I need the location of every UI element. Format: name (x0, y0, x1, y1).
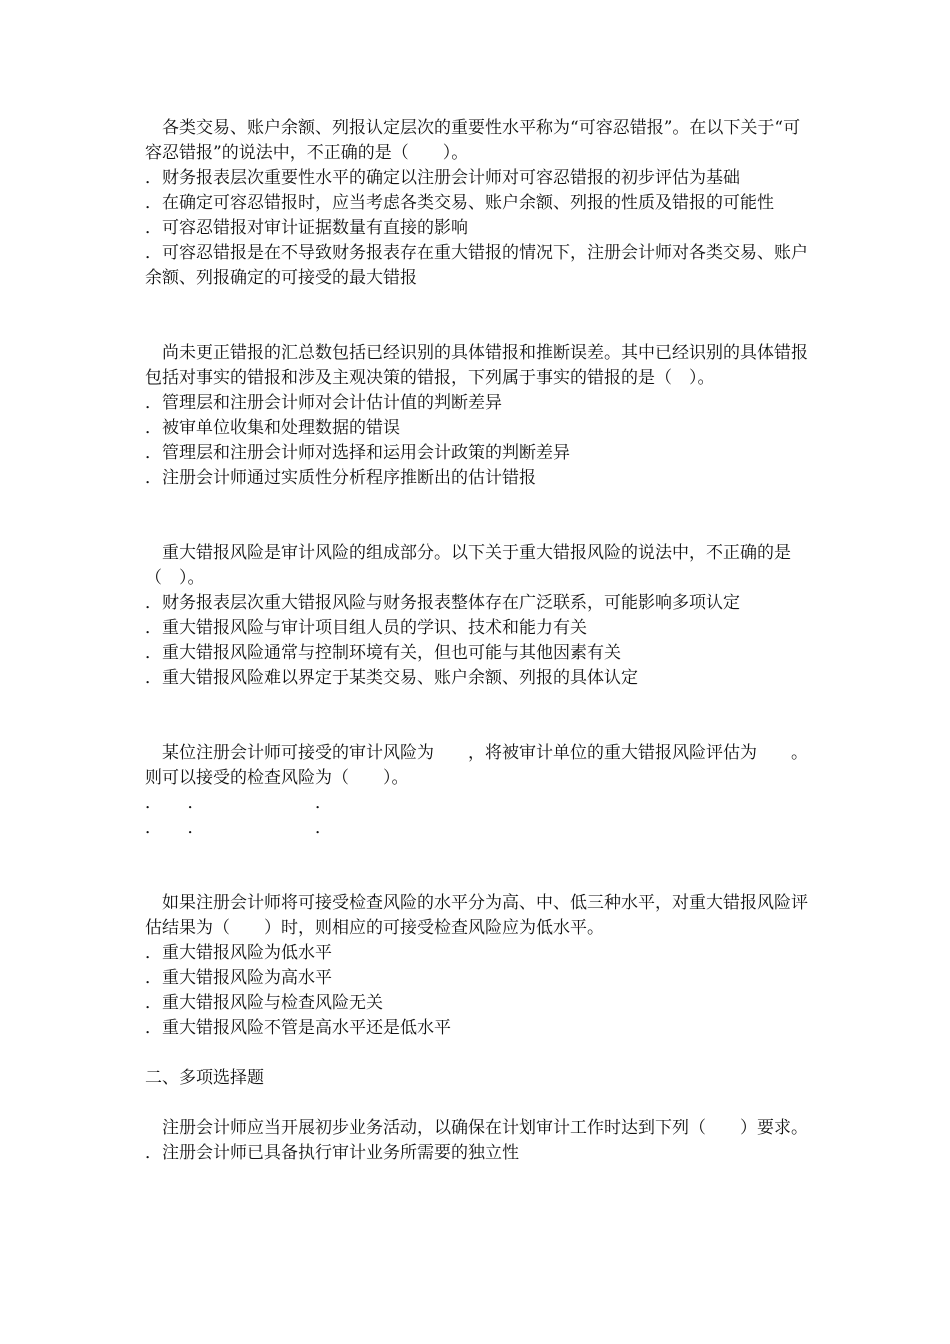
option-c: ．重大错报风险与检查风险无关 (145, 993, 383, 1013)
section-heading: 二、多项选择题 (145, 1068, 264, 1088)
question-5 (145, 891, 810, 1041)
spacer (145, 691, 810, 716)
multi-question-1 (145, 1116, 810, 1166)
spacer (145, 866, 810, 891)
question-stem: 重大错报风险是审计风险的组成部分。以下关于重大错报风险的说法中，不正确的是（ ）。 (145, 543, 791, 588)
option-b: ．在确定可容忍错报时，应当考虑各类交易、账户余额、列报的性质及错报的可能性 (145, 193, 774, 213)
option-a: ．注册会计师已具备执行审计业务所需要的独立性 (145, 1143, 519, 1163)
option-row: ． ． ． (145, 818, 332, 838)
spacer (145, 841, 810, 866)
option-b: ．重大错报风险为高水平 (145, 968, 332, 988)
question-1 (145, 116, 810, 291)
question-stem: 各类交易、账户余额、列报认定层次的重要性水平称为“可容忍错报”。在以下关于“可容忍错报”的说法中，不正确的是（ ）。 (145, 118, 801, 163)
option-a: ．管理层和注册会计师对会计估计值的判断差异 (145, 393, 502, 413)
document-body (145, 116, 810, 1166)
spacer (145, 491, 810, 516)
spacer (145, 516, 810, 541)
option-c: ．重大错报风险通常与控制环境有关，但也可能与其他因素有关 (145, 643, 621, 663)
question-2 (145, 341, 810, 491)
option-row: ． ． ． (145, 793, 332, 813)
question-stem: 尚未更正错报的汇总数包括已经识别的具体错报和推断误差。其中已经识别的具体错报包括对事实的错报和涉及主观决策的错报，下列属于事实的错报的是（ ）。 (145, 343, 808, 388)
question-4 (145, 741, 810, 841)
option-b: ．被审单位收集和处理数据的错误 (145, 418, 400, 438)
option-c: ．可容忍错报对审计证据数量有直接的影响 (145, 218, 468, 238)
question-stem: 某位注册会计师可接受的审计风险为 ，将被审计单位的重大错报风险评估为 。则可以接受的检查风险为（ ）。 (145, 743, 808, 788)
option-b: ．重大错报风险与审计项目组人员的学识、技术和能力有关 (145, 618, 587, 638)
option-d: ．重大错报风险难以界定于某类交易、账户余额、列报的具体认定 (145, 668, 638, 688)
spacer (145, 1041, 810, 1066)
spacer (145, 316, 810, 341)
question-3 (145, 541, 810, 691)
question-stem: 注册会计师应当开展初步业务活动，以确保在计划审计工作时达到下列（ ）要求。 (162, 1118, 808, 1138)
option-d: ．重大错报风险不管是高水平还是低水平 (145, 1018, 451, 1038)
option-a: ．财务报表层次重大错报风险与财务报表整体存在广泛联系，可能影响多项认定 (145, 593, 740, 613)
spacer (145, 1091, 810, 1116)
option-d: ．注册会计师通过实质性分析程序推断出的估计错报 (145, 468, 536, 488)
spacer (145, 291, 810, 316)
question-stem: 如果注册会计师将可接受检查风险的水平分为高、中、低三种水平，对重大错报风险评估结果为（ ）时，则相应的可接受检查风险应为低水平。 (145, 893, 808, 938)
option-a: ．重大错报风险为低水平 (145, 943, 332, 963)
option-a: ．财务报表层次重要性水平的确定以注册会计师对可容忍错报的初步评估为基础 (145, 168, 740, 188)
option-d: ．可容忍错报是在不导致财务报表存在重大错报的情况下，注册会计师对各类交易、账户余额、列报确定的可接受的最大错报 (145, 243, 808, 288)
option-c: ．管理层和注册会计师对选择和运用会计政策的判断差异 (145, 443, 570, 463)
spacer (145, 716, 810, 741)
